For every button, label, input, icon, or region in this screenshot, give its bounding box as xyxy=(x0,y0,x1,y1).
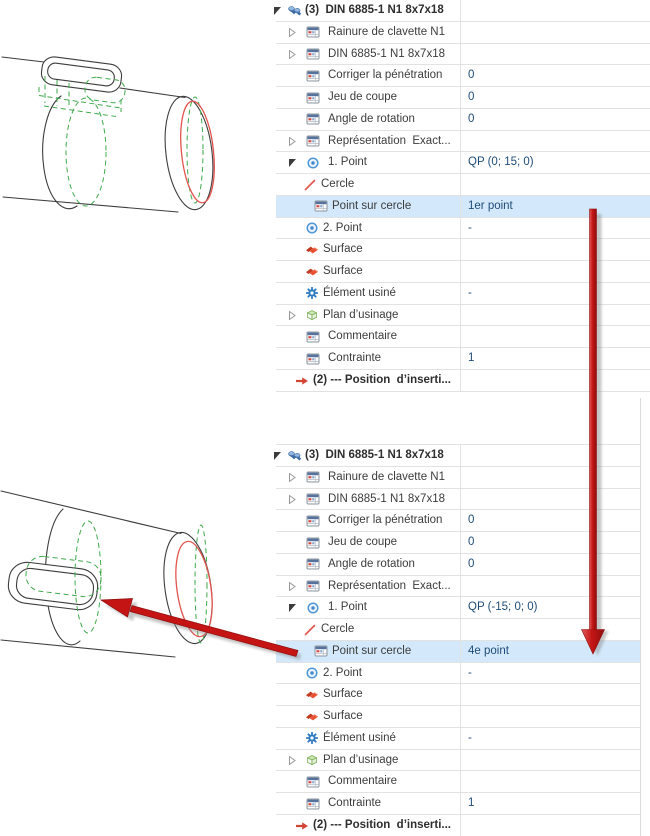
tree-row[interactable] xyxy=(276,65,650,87)
driver-table-icon xyxy=(306,25,320,39)
tree-row[interactable] xyxy=(276,684,640,706)
tree-row[interactable] xyxy=(276,750,640,772)
key-ghost-bottom xyxy=(24,521,207,643)
keyway-slot-bottom xyxy=(6,560,99,612)
row-label: Jeu de coupe xyxy=(328,536,398,549)
row-label: Représentation Exact... xyxy=(328,579,451,592)
row-label: DIN 6885-1 N1 8x7x18 xyxy=(328,492,445,505)
driver-table-icon xyxy=(306,492,320,506)
expander-closed-icon[interactable] xyxy=(288,756,297,765)
row-value: 1 xyxy=(468,352,475,365)
row-label: (3) DIN 6885-1 N1 8x7x18 xyxy=(305,449,444,461)
point-icon xyxy=(306,601,320,615)
tree-row[interactable] xyxy=(276,532,640,554)
tree-row[interactable] xyxy=(276,706,640,728)
row-value: - xyxy=(468,286,472,299)
driver-table-icon xyxy=(314,644,328,658)
row-value: QP (-15; 0; 0) xyxy=(468,601,538,614)
row-label: (2) --- Position d’inserti... xyxy=(313,374,451,387)
row-label: (3) DIN 6885-1 N1 8x7x18 xyxy=(305,4,444,16)
tree-row[interactable] xyxy=(276,576,640,598)
highlighted-circle-bottom xyxy=(170,539,217,639)
driver-table-icon xyxy=(306,91,320,105)
machining-plane-cube-icon xyxy=(305,308,319,322)
row-label: Surface xyxy=(323,710,363,723)
expander-open-icon[interactable] xyxy=(273,451,282,460)
machined-element-gear-icon xyxy=(305,286,319,300)
point-icon xyxy=(306,156,320,170)
key-ghost-top xyxy=(39,76,203,206)
tree-row[interactable] xyxy=(276,370,650,392)
expander-open-icon[interactable] xyxy=(273,6,282,15)
expander-open-icon[interactable] xyxy=(288,603,297,612)
point-icon xyxy=(305,666,319,680)
parameter-tree-1 xyxy=(276,0,650,392)
tree-row[interactable] xyxy=(276,174,650,196)
tree-row[interactable] xyxy=(276,597,640,619)
surface-icon xyxy=(305,688,319,702)
row-value: 0 xyxy=(468,91,475,104)
row-label: Angle de rotation xyxy=(328,112,415,125)
shaft-outline-bottom xyxy=(1,491,219,657)
driver-table-icon xyxy=(306,69,320,83)
row-value: - xyxy=(468,221,472,234)
driver-table-icon xyxy=(306,470,320,484)
row-label: Plan d’usinage xyxy=(323,753,399,766)
expander-closed-icon[interactable] xyxy=(288,28,297,37)
annotation-arrow-horizontal xyxy=(101,599,301,661)
tree-row[interactable] xyxy=(276,348,650,370)
tree-row[interactable] xyxy=(276,109,650,131)
tree-row[interactable] xyxy=(276,467,640,489)
fasteners-icon xyxy=(288,449,302,463)
row-label: 2. Point xyxy=(323,666,362,679)
driver-table-icon xyxy=(306,134,320,148)
driver-table-icon xyxy=(306,47,320,61)
row-label: Rainure de clavette N1 xyxy=(328,25,445,38)
row-value: - xyxy=(468,666,472,679)
row-label: (2) --- Position d’inserti... xyxy=(313,819,451,832)
row-value: - xyxy=(468,731,472,744)
driver-table-icon xyxy=(314,199,328,213)
expander-closed-icon[interactable] xyxy=(288,495,297,504)
highlighted-circle-top xyxy=(176,100,218,205)
machining-plane-cube-icon xyxy=(305,753,319,767)
tree-row[interactable] xyxy=(276,44,650,66)
tree-row[interactable] xyxy=(276,489,640,511)
tree-row[interactable] xyxy=(276,283,650,305)
driver-table-icon xyxy=(306,579,320,593)
expander-closed-icon[interactable] xyxy=(288,137,297,146)
row-label: Élément usiné xyxy=(323,286,396,299)
tree-row[interactable] xyxy=(276,261,650,283)
tree-row[interactable] xyxy=(276,815,640,836)
tree-row[interactable] xyxy=(276,239,650,261)
tree-row[interactable] xyxy=(276,196,650,218)
row-label: Contrainte xyxy=(328,352,382,365)
tree-row[interactable] xyxy=(276,152,650,174)
tree-row[interactable] xyxy=(276,326,650,348)
panel-right-border xyxy=(640,398,641,836)
row-value: 0 xyxy=(468,69,475,82)
machined-element-gear-icon xyxy=(305,731,319,745)
insert-position-arrow-icon xyxy=(295,819,309,833)
row-label: Jeu de coupe xyxy=(328,91,398,104)
row-label: Contrainte xyxy=(328,797,382,810)
tree-row[interactable] xyxy=(276,728,640,750)
fasteners-icon xyxy=(288,4,302,18)
row-label: Plan d’usinage xyxy=(323,308,399,321)
driver-table-icon xyxy=(306,557,320,571)
expander-open-icon[interactable] xyxy=(288,158,297,167)
row-label: Surface xyxy=(323,243,363,256)
row-label: Corriger la pénétration xyxy=(328,69,443,82)
driver-table-icon xyxy=(306,797,320,811)
row-label: Élément usiné xyxy=(323,731,396,744)
tree-row[interactable] xyxy=(276,771,640,793)
insert-position-arrow-icon xyxy=(295,374,309,388)
tree-row[interactable] xyxy=(276,131,650,153)
row-value: QP (0; 15; 0) xyxy=(468,156,534,169)
row-value: 0 xyxy=(468,557,475,570)
row-label: Représentation Exact... xyxy=(328,134,451,147)
tree-row[interactable] xyxy=(276,619,640,641)
driver-table-icon xyxy=(306,536,320,550)
tree-row[interactable] xyxy=(276,445,640,467)
row-label: Surface xyxy=(323,265,363,278)
tree-row[interactable] xyxy=(276,87,650,109)
row-value: 0 xyxy=(468,112,475,125)
shaft-outline-top xyxy=(2,57,219,212)
tree-row[interactable] xyxy=(276,641,640,663)
row-value: 0 xyxy=(468,536,475,549)
tree-row[interactable] xyxy=(276,793,640,815)
driver-table-icon xyxy=(306,112,320,126)
row-value: 1er point xyxy=(468,199,513,212)
row-label: 1. Point xyxy=(328,601,367,614)
expander-closed-icon[interactable] xyxy=(288,50,297,59)
tree-row[interactable] xyxy=(276,305,650,327)
row-label: Commentaire xyxy=(328,775,398,788)
row-label: DIN 6885-1 N1 8x7x18 xyxy=(328,47,445,60)
row-label: Cercle xyxy=(321,623,355,636)
row-label: Commentaire xyxy=(328,330,398,343)
driver-table-icon xyxy=(306,514,320,528)
row-label: 1. Point xyxy=(328,156,367,169)
point-icon xyxy=(305,221,319,235)
row-label: Rainure de clavette N1 xyxy=(328,470,445,483)
driver-table-icon xyxy=(306,330,320,344)
tree-row[interactable] xyxy=(276,510,640,532)
parameter-tree-2 xyxy=(276,444,640,836)
driver-table-icon xyxy=(306,352,320,366)
tree-row[interactable] xyxy=(276,218,650,240)
tree-row[interactable] xyxy=(276,663,640,685)
expander-closed-icon[interactable] xyxy=(288,473,297,482)
circle-line-icon xyxy=(303,623,317,637)
row-value: 4e point xyxy=(468,644,509,657)
row-label: Angle de rotation xyxy=(328,557,415,570)
keyway-slot-top xyxy=(40,55,123,93)
row-label: Point sur cercle xyxy=(332,644,412,657)
circle-line-icon xyxy=(303,178,317,192)
tree-row[interactable] xyxy=(276,554,640,576)
expander-closed-icon[interactable] xyxy=(288,311,297,320)
row-label: Surface xyxy=(323,688,363,701)
row-value: 1 xyxy=(468,797,475,810)
tree-row[interactable] xyxy=(276,22,650,44)
expander-closed-icon[interactable] xyxy=(288,582,297,591)
row-value: 0 xyxy=(468,514,475,527)
surface-icon xyxy=(305,243,319,257)
row-label: 2. Point xyxy=(323,221,362,234)
row-label: Cercle xyxy=(321,178,355,191)
driver-table-icon xyxy=(306,775,320,789)
tree-row[interactable] xyxy=(276,0,650,22)
surface-icon xyxy=(305,265,319,279)
row-label: Point sur cercle xyxy=(332,199,412,212)
surface-icon xyxy=(305,710,319,724)
row-label: Corriger la pénétration xyxy=(328,514,443,527)
